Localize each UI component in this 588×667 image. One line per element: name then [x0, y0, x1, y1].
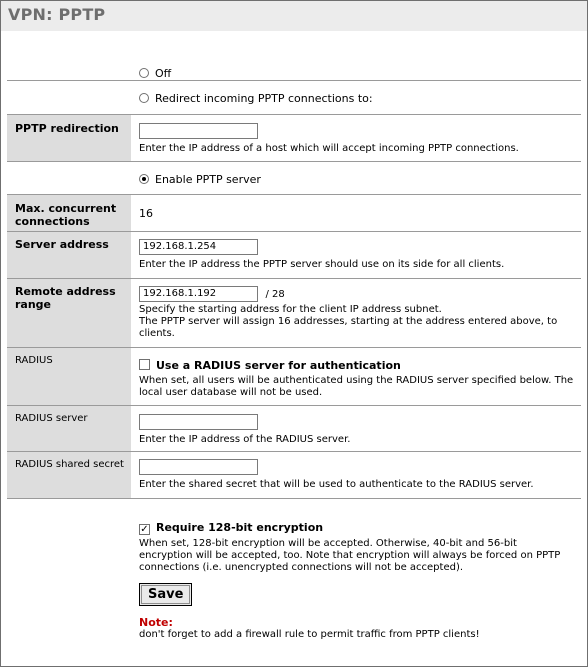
remote-range-cell: [131, 279, 581, 348]
remote-range-help-1: Specify the starting address for the client IP address subnet.: [139, 304, 442, 315]
server-address-label: Server address: [15, 238, 109, 251]
radius-help: When set, all users will be authenticated using the RADIUS server specified below. The local user database will not be used.: [139, 375, 574, 398]
radius-secret-input[interactable]: [139, 459, 258, 475]
encryption-checkbox[interactable]: ✓: [140, 524, 149, 535]
mode-redirect-radio[interactable]: [139, 93, 149, 103]
pptp-settings-table: [7, 43, 581, 640]
max-connections-value: 16: [139, 207, 153, 220]
mode-off-radio[interactable]: [139, 68, 149, 78]
mode-enable-radio[interactable]: [139, 174, 149, 184]
radius-secret-label: RADIUS shared secret: [15, 459, 124, 470]
encryption-checkbox-label: Require 128-bit encryption: [156, 521, 324, 534]
radius-server-cell: [131, 406, 581, 452]
page-title: VPN: PPTP: [8, 5, 106, 24]
pptp-redirection-input[interactable]: [139, 123, 258, 139]
pptp-redirection-cell: [131, 115, 581, 162]
radius-secret-label-cell: [7, 452, 131, 499]
remote-range-suffix: / 28: [265, 289, 285, 300]
radius-label: RADIUS: [15, 355, 53, 366]
remote-range-help-2: The PPTP server will assign 16 addresses, starting at the address entered above, to clients.: [139, 316, 558, 339]
spacer-cell: [7, 499, 131, 641]
max-connections-label-cell: [7, 195, 131, 232]
title-bar: [1, 1, 587, 31]
server-address-help: Enter the IP address the PPTP server should use on its side for all clients.: [139, 259, 505, 270]
radius-checkbox[interactable]: [139, 359, 150, 370]
radius-server-input[interactable]: [139, 414, 258, 430]
mode-enable-label: Enable PPTP server: [155, 173, 261, 186]
mode-enable-row: [131, 162, 581, 195]
mode-off-label: Off: [155, 67, 172, 80]
radius-secret-cell: [131, 452, 581, 499]
radius-cell: [131, 348, 581, 406]
server-address-cell: [131, 232, 581, 279]
pptp-redirection-help: Enter the IP address of a host which will accept incoming PPTP connections.: [139, 143, 519, 154]
spacer-cell: [7, 162, 131, 195]
remote-range-input[interactable]: 192.168.1.192: [139, 286, 258, 302]
spacer-cell: [7, 43, 131, 81]
server-address-input[interactable]: 192.168.1.254: [139, 239, 258, 255]
max-connections-label: Max. concurrent connections: [15, 202, 117, 228]
radius-server-label-cell: [7, 406, 131, 452]
remote-range-label-cell: [7, 279, 131, 348]
radius-server-label: RADIUS server: [15, 413, 88, 424]
remote-range-label: Remote address range: [15, 285, 116, 311]
pptp-redirection-label-cell: [7, 115, 131, 162]
note-text: don't forget to add a firewall rule to permit traffic from PPTP clients!: [139, 629, 480, 640]
max-connections-cell: [131, 195, 581, 232]
radius-label-cell: [7, 348, 131, 406]
mode-off-row: [131, 43, 581, 81]
spacer-cell: [7, 81, 131, 115]
radius-checkbox-label: Use a RADIUS server for authentication: [156, 359, 401, 372]
mode-redirect-label: Redirect incoming PPTP connections to:: [155, 92, 373, 105]
note-title: Note:: [139, 616, 173, 629]
save-button[interactable]: Save: [139, 583, 192, 606]
radius-server-help: Enter the IP address of the RADIUS server.: [139, 434, 351, 445]
encryption-cell: [131, 499, 581, 641]
encryption-help: When set, 128-bit encryption will be accepted. Otherwise, 40-bit and 56-bit encryption will be accepted, too. Note that encryption will always be forced on PPTP connections (i.e. unencrypted connections will not be accepted).: [139, 538, 561, 573]
server-address-label-cell: [7, 232, 131, 279]
radius-secret-help: Enter the shared secret that will be used to authenticate to the RADIUS server.: [139, 479, 534, 490]
pptp-redirection-label: PPTP redirection: [15, 122, 119, 135]
mode-redirect-row: [131, 81, 581, 115]
